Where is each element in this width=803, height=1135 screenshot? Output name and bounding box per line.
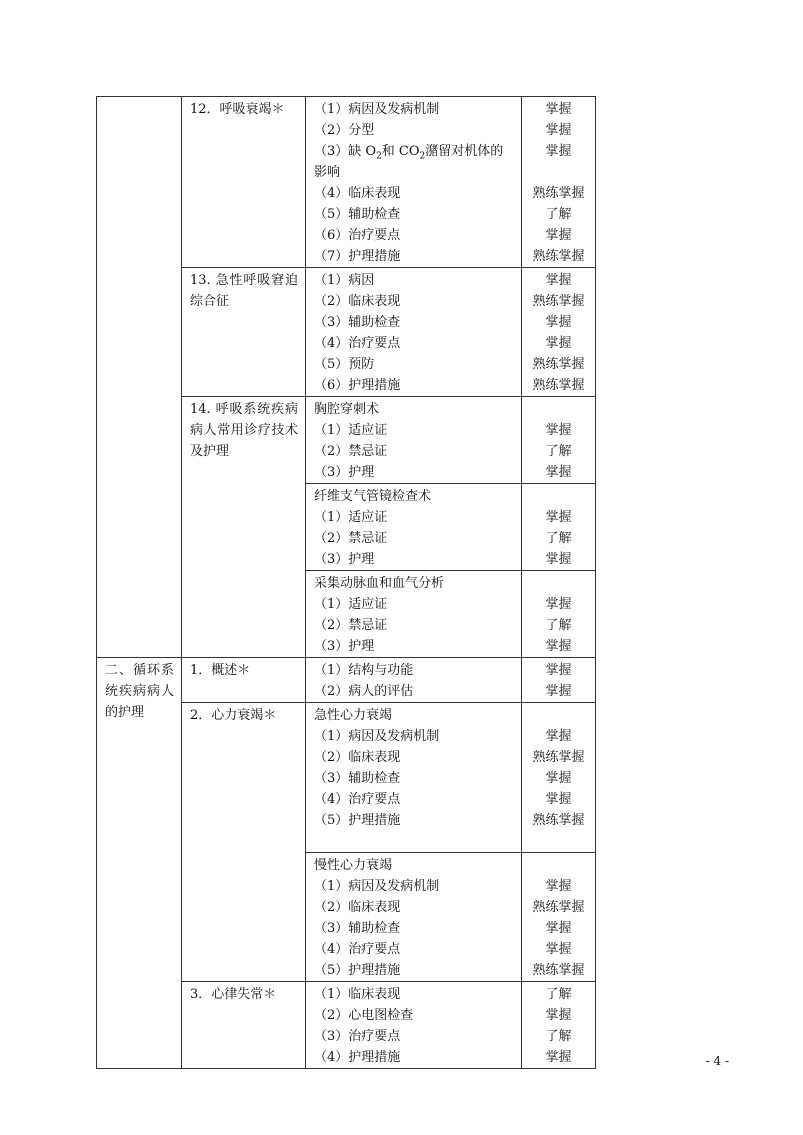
- page-number: - 4 -: [705, 1054, 729, 1068]
- content-item: （5）预防: [314, 357, 375, 372]
- level-text: 掌握: [545, 729, 572, 744]
- content-item: （7）护理措施: [314, 249, 401, 264]
- content-cell: [306, 571, 522, 658]
- content-item: （4）治疗要点: [314, 942, 401, 957]
- content-cell: [306, 97, 522, 268]
- level-text: 掌握: [545, 921, 572, 936]
- level-text: 了解: [545, 618, 572, 633]
- level-text: 了解: [545, 207, 572, 222]
- level-text: 掌握: [545, 1050, 572, 1065]
- content-item: （1）适应证: [314, 423, 388, 438]
- content-item: （2）禁忌证: [314, 618, 388, 633]
- content-item: （2）临床表现: [314, 750, 401, 765]
- topic-title: 3．心律失常＊: [190, 987, 277, 1002]
- table-row: [97, 658, 596, 703]
- content-item: （2）分型: [314, 123, 375, 138]
- level-cell: [522, 853, 596, 982]
- group-title: 胸腔穿刺术: [314, 402, 380, 417]
- topic-title: 14. 呼吸系统疾病病人常用诊疗技术及护理: [190, 402, 298, 459]
- topic-cell: [182, 982, 306, 1069]
- level-text: 熟练掌握: [532, 378, 585, 393]
- level-text: 熟练掌握: [532, 813, 585, 828]
- content-item: （2）病人的评估: [314, 684, 414, 699]
- section-title: 二、循环系统疾病病人的护理: [105, 663, 174, 720]
- level-text: 掌握: [545, 102, 572, 117]
- content-cell: [306, 853, 522, 982]
- content-cell: [306, 658, 522, 703]
- content-cell: [306, 703, 522, 853]
- topic-title: 1．概述＊: [190, 663, 251, 678]
- topic-title: 13. 急性呼吸窘迫综合征: [190, 273, 298, 309]
- content-item: （2）临床表现: [314, 900, 401, 915]
- level-text: 掌握: [545, 123, 572, 138]
- table-row: [97, 97, 596, 268]
- content-item: （4）治疗要点: [314, 336, 401, 351]
- level-cell: [522, 571, 596, 658]
- content-cell: [306, 268, 522, 397]
- content-item: （1）结构与功能: [314, 663, 414, 678]
- content-item: （1）病因及发病机制: [314, 729, 440, 744]
- level-text: 掌握: [545, 597, 572, 612]
- section-cell: [97, 97, 182, 658]
- level-text: 熟练掌握: [532, 294, 585, 309]
- topic-title: 12．呼吸衰竭＊: [190, 102, 285, 117]
- content-item: （1）病因及发病机制: [314, 102, 440, 117]
- level-text: 掌握: [545, 510, 572, 525]
- level-text: 掌握: [545, 423, 572, 438]
- level-text: 掌握: [545, 792, 572, 807]
- content-item: （5）护理措施: [314, 813, 401, 828]
- content-item: （3）护理: [314, 552, 375, 567]
- content-item: （6）治疗要点: [314, 228, 401, 243]
- topic-cell: [182, 97, 306, 268]
- level-cell: [522, 397, 596, 484]
- group-title: 慢性心力衰竭: [314, 858, 393, 873]
- content-item: （6）护理措施: [314, 378, 401, 393]
- level-cell: [522, 268, 596, 397]
- content-item: （4）临床表现: [314, 186, 401, 201]
- section-cell: [97, 658, 182, 1069]
- topic-cell: [182, 703, 306, 982]
- level-text: 掌握: [545, 273, 572, 288]
- content-item: （1）适应证: [314, 597, 388, 612]
- level-text: 掌握: [545, 336, 572, 351]
- level-text: 了解: [545, 987, 572, 1002]
- level-text: 熟练掌握: [532, 249, 585, 264]
- level-text: 熟练掌握: [532, 750, 585, 765]
- content-item: （3）治疗要点: [314, 1029, 401, 1044]
- content-item: （3）护理: [314, 465, 375, 480]
- group-title: 纤维支气管镜检查术: [314, 489, 432, 504]
- content-item: （3）辅助检查: [314, 921, 401, 936]
- content-item: 影响: [314, 165, 341, 180]
- level-text: 熟练掌握: [532, 900, 585, 915]
- content-cell: [306, 397, 522, 484]
- group-title: 采集动脉血和血气分析: [314, 576, 445, 591]
- content-item: （1）适应证: [314, 510, 388, 525]
- syllabus-table: [96, 96, 596, 1069]
- content-item: （1）病因及发病机制: [314, 879, 440, 894]
- content-item: （5）辅助检查: [314, 207, 401, 222]
- level-cell: [522, 982, 596, 1069]
- content-item: （4）治疗要点: [314, 792, 401, 807]
- content-item: （1）病因: [314, 273, 375, 288]
- level-cell: [522, 703, 596, 853]
- content-item: （2）禁忌证: [314, 444, 388, 459]
- topic-title: 2．心力衰竭＊: [190, 708, 277, 723]
- topic-cell: [182, 397, 306, 658]
- level-text: 掌握: [545, 552, 572, 567]
- group-title: 急性心力衰竭: [314, 708, 393, 723]
- content-item: （2）心电图检查: [314, 1008, 414, 1023]
- level-text: 掌握: [545, 942, 572, 957]
- level-text: 掌握: [545, 144, 572, 159]
- content-item: （2）临床表现: [314, 294, 401, 309]
- level-text: 熟练掌握: [532, 963, 585, 978]
- content-item: （3）辅助检查: [314, 771, 401, 786]
- level-text: 了解: [545, 531, 572, 546]
- level-text: 掌握: [545, 639, 572, 654]
- content-item: （1）临床表现: [314, 987, 401, 1002]
- level-text: 了解: [545, 1029, 572, 1044]
- content-item: （2）禁忌证: [314, 531, 388, 546]
- level-text: 掌握: [545, 684, 572, 699]
- topic-cell: [182, 268, 306, 397]
- content-item: （3）护理: [314, 639, 375, 654]
- level-text: 掌握: [545, 228, 572, 243]
- content-item: （3）辅助检查: [314, 315, 401, 330]
- content-item: （3）缺 $O_2$和 $CO_2$潴留对机体的: [314, 144, 504, 162]
- level-text: 掌握: [545, 663, 572, 678]
- level-cell: [522, 97, 596, 268]
- level-text: 了解: [545, 444, 572, 459]
- level-cell: [522, 484, 596, 571]
- level-text: 掌握: [545, 879, 572, 894]
- content-item: （4）护理措施: [314, 1050, 401, 1065]
- content-cell: [306, 484, 522, 571]
- level-text: 掌握: [545, 315, 572, 330]
- content-cell: [306, 982, 522, 1069]
- level-text: 熟练掌握: [532, 357, 585, 372]
- level-cell: [522, 658, 596, 703]
- content-item: （5）护理措施: [314, 963, 401, 978]
- level-text: 掌握: [545, 465, 572, 480]
- level-text: 熟练掌握: [532, 186, 585, 201]
- topic-cell: [182, 658, 306, 703]
- level-text: 掌握: [545, 1008, 572, 1023]
- level-text: 掌握: [545, 771, 572, 786]
